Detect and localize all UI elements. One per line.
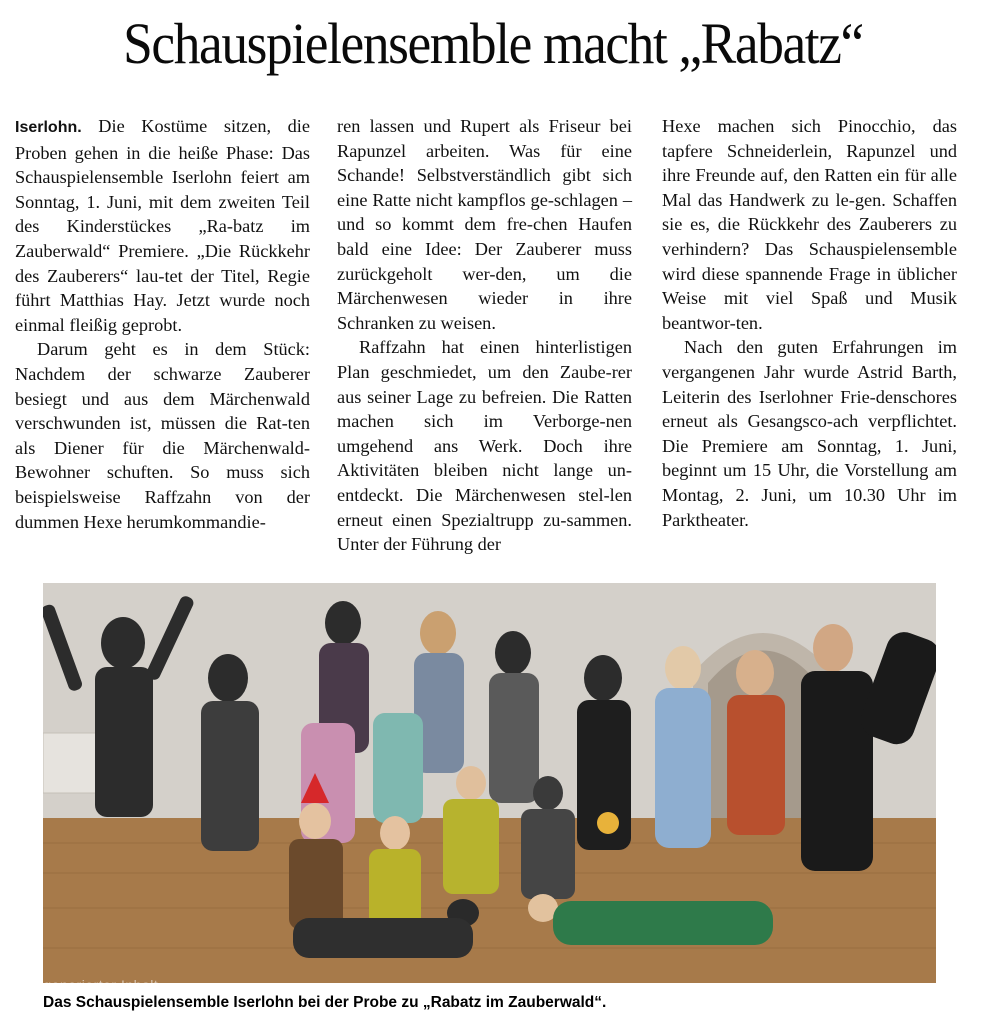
paragraph: ren lassen und Rupert als Friseur bei Rapunzel arbeiten. Was für eine Schande! Selbstverständlich gibt sich eine Ratte nicht kampflos ge-schlagen – und so kommt dem fre-chen Haufen bald eine Idee: Der Zauberer muss zurückgeholt wer-den, um die Märchenwesen wieder in ihre Schranken zu weisen. <box>337 116 632 333</box>
ensemble-photo-illustration <box>43 583 936 983</box>
article-body <box>0 114 986 554</box>
paragraph <box>15 114 310 337</box>
paragraph: Darum geht es in dem Stück: Nachdem der schwarze Zauberer besiegt und aus dem Märchenwald verschwunden ist, müssen die Rat-ten als Diener für die Märchenwald-Bewohner schuften. So muss sich beispielsweise Raffzahn von der dummen Hexe herumkommandie- <box>15 339 310 532</box>
paragraph: Nach den guten Erfahrungen im vergangenen Jahr wurde Astrid Barth, Leiterin des Iserlohner Frie-denschores erneut als Gesangsco-ach verpflichtet. Die Premiere am Sonntag, 1. Juni, beginnt um 15 Uhr, die Vorstellung am Montag, 2. Juni, um 10.30 Uhr im Parktheater. <box>662 337 957 530</box>
radiator <box>43 733 103 793</box>
dateline: Iserlohn. <box>15 119 82 136</box>
article-column-3 <box>662 114 957 532</box>
costume <box>373 713 423 823</box>
headline: Schauspielensemble macht „Rabatz“ <box>123 11 863 76</box>
paragraph: Hexe machen sich Pinocchio, das tapfere Schneiderlein, Rapunzel und ihre Freunde auf, den Ratten ein für alle Mal das Handwerk zu le-gen. Schaffen sie es, die Rückkehr des Zauberers zu verhindern? Das Schauspielensemble wird diese spannende Frage in üblicher Weise mit viel Spaß und Musik beantwor-ten. <box>662 116 957 333</box>
article-column-2 <box>337 114 632 557</box>
paragraph: Raffzahn hat einen hinterlistigen Plan geschmiedet, um den Zaube-rer aus seiner Lage zu befreien. Die Ratten machen sich im Verborge-nen umgehend ans Werk. Doch ihre Aktivitäten bleiben nicht lange un-entdeckt. Die Märchenwesen stel-len erneut einen Spezialtrupp zu-sammen. Unter der Führung der <box>337 337 632 555</box>
ensemble-photo <box>43 583 936 983</box>
paragraph-text: Die Kostüme sitzen, die Proben gehen in die heiße Phase: Das Schauspielensemble Iserlohn feiert am Sonntag, 1. Juni, mit dem zweiten Teil des Kinderstückes „Ra-batz im Zauberwald“ Premiere. „Die Rückkehr des Zauberers“ lau-tet der Titel, Regie führt Matthias Hay. Jetzt wurde noch einmal fleißig geprobt. <box>15 116 310 335</box>
article-column-1 <box>15 114 310 534</box>
ai-watermark: KI-generierter Inhalt <box>24 977 159 993</box>
photo-caption: Das Schauspielensemble Iserlohn bei der Probe zu „Rabatz im Zauberwald“. <box>43 994 607 1011</box>
